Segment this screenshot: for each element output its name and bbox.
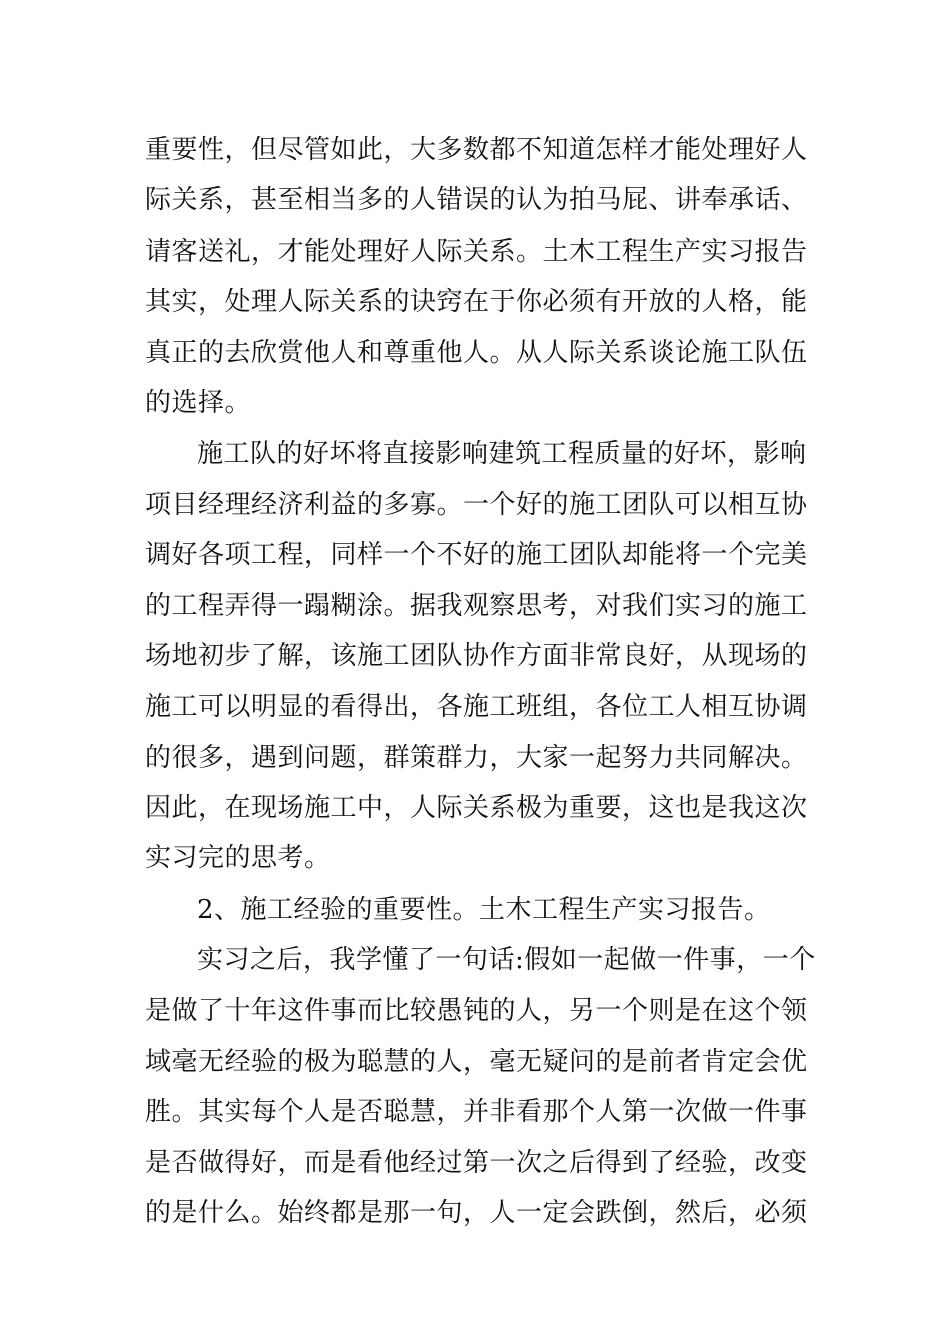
text-line: 真正的去欣赏他人和尊重他人。从人际关系谈论施工队伍 [145, 338, 808, 368]
text-line: 域毫无经验的极为聪慧的人，毫无疑问的是前者肯定会优 [145, 1047, 808, 1077]
text-line: 的选择。 [145, 388, 252, 418]
text-line: 请客送礼，才能处理好人际关系。土木工程生产实习报告 [145, 237, 808, 267]
text-line: 胜。其实每个人是否聪慧，并非看那个人第一次做一件事 [145, 1097, 808, 1127]
text-line: 是否做得好，而是看他经过第一次之后得到了经验，改变 [145, 1148, 808, 1178]
text-line: 施工可以明显的看得出，各施工班组，各位工人相互协调 [145, 692, 808, 722]
text-line: 际关系，甚至相当多的人错误的认为拍马屁、讲奉承话、 [145, 185, 808, 215]
text-line: 实习完的思考。 [145, 843, 331, 873]
section-heading: 2、施工经验的重要性。土木工程生产实习报告。 [197, 895, 771, 925]
text-line: 的很多，遇到问题，群策群力，大家一起努力共同解决。 [145, 743, 808, 773]
text-line: 的工程弄得一蹋糊涂。据我观察思考，对我们实习的施工 [145, 591, 808, 621]
text-line: 其实，处理人际关系的诀窍在于你必须有开放的人格，能 [145, 287, 808, 317]
text-line: 重要性，但尽管如此，大多数都不知道怎样才能处理好人 [145, 135, 808, 165]
text-line: 项目经理经济利益的多寡。一个好的施工团队可以相互协 [145, 490, 808, 520]
text-line: 施工队的好坏将直接影响建筑工程质量的好坏，影响 [197, 439, 807, 469]
text-line: 的是什么。始终都是那一句，人一定会跌倒，然后，必须 [145, 1198, 808, 1228]
text-line: 调好各项工程，同样一个不好的施工团队却能将一个完美 [145, 540, 808, 570]
text-line: 实习之后，我学懂了一句话:假如一起做一件事，一个 [197, 945, 816, 975]
text-line: 因此，在现场施工中，人际关系极为重要，这也是我这次 [145, 793, 808, 823]
text-line: 是做了十年这件事而比较愚钝的人，另一个则是在这个领 [145, 996, 808, 1026]
text-line: 场地初步了解，该施工团队协作方面非常良好，从现场的 [145, 641, 808, 671]
